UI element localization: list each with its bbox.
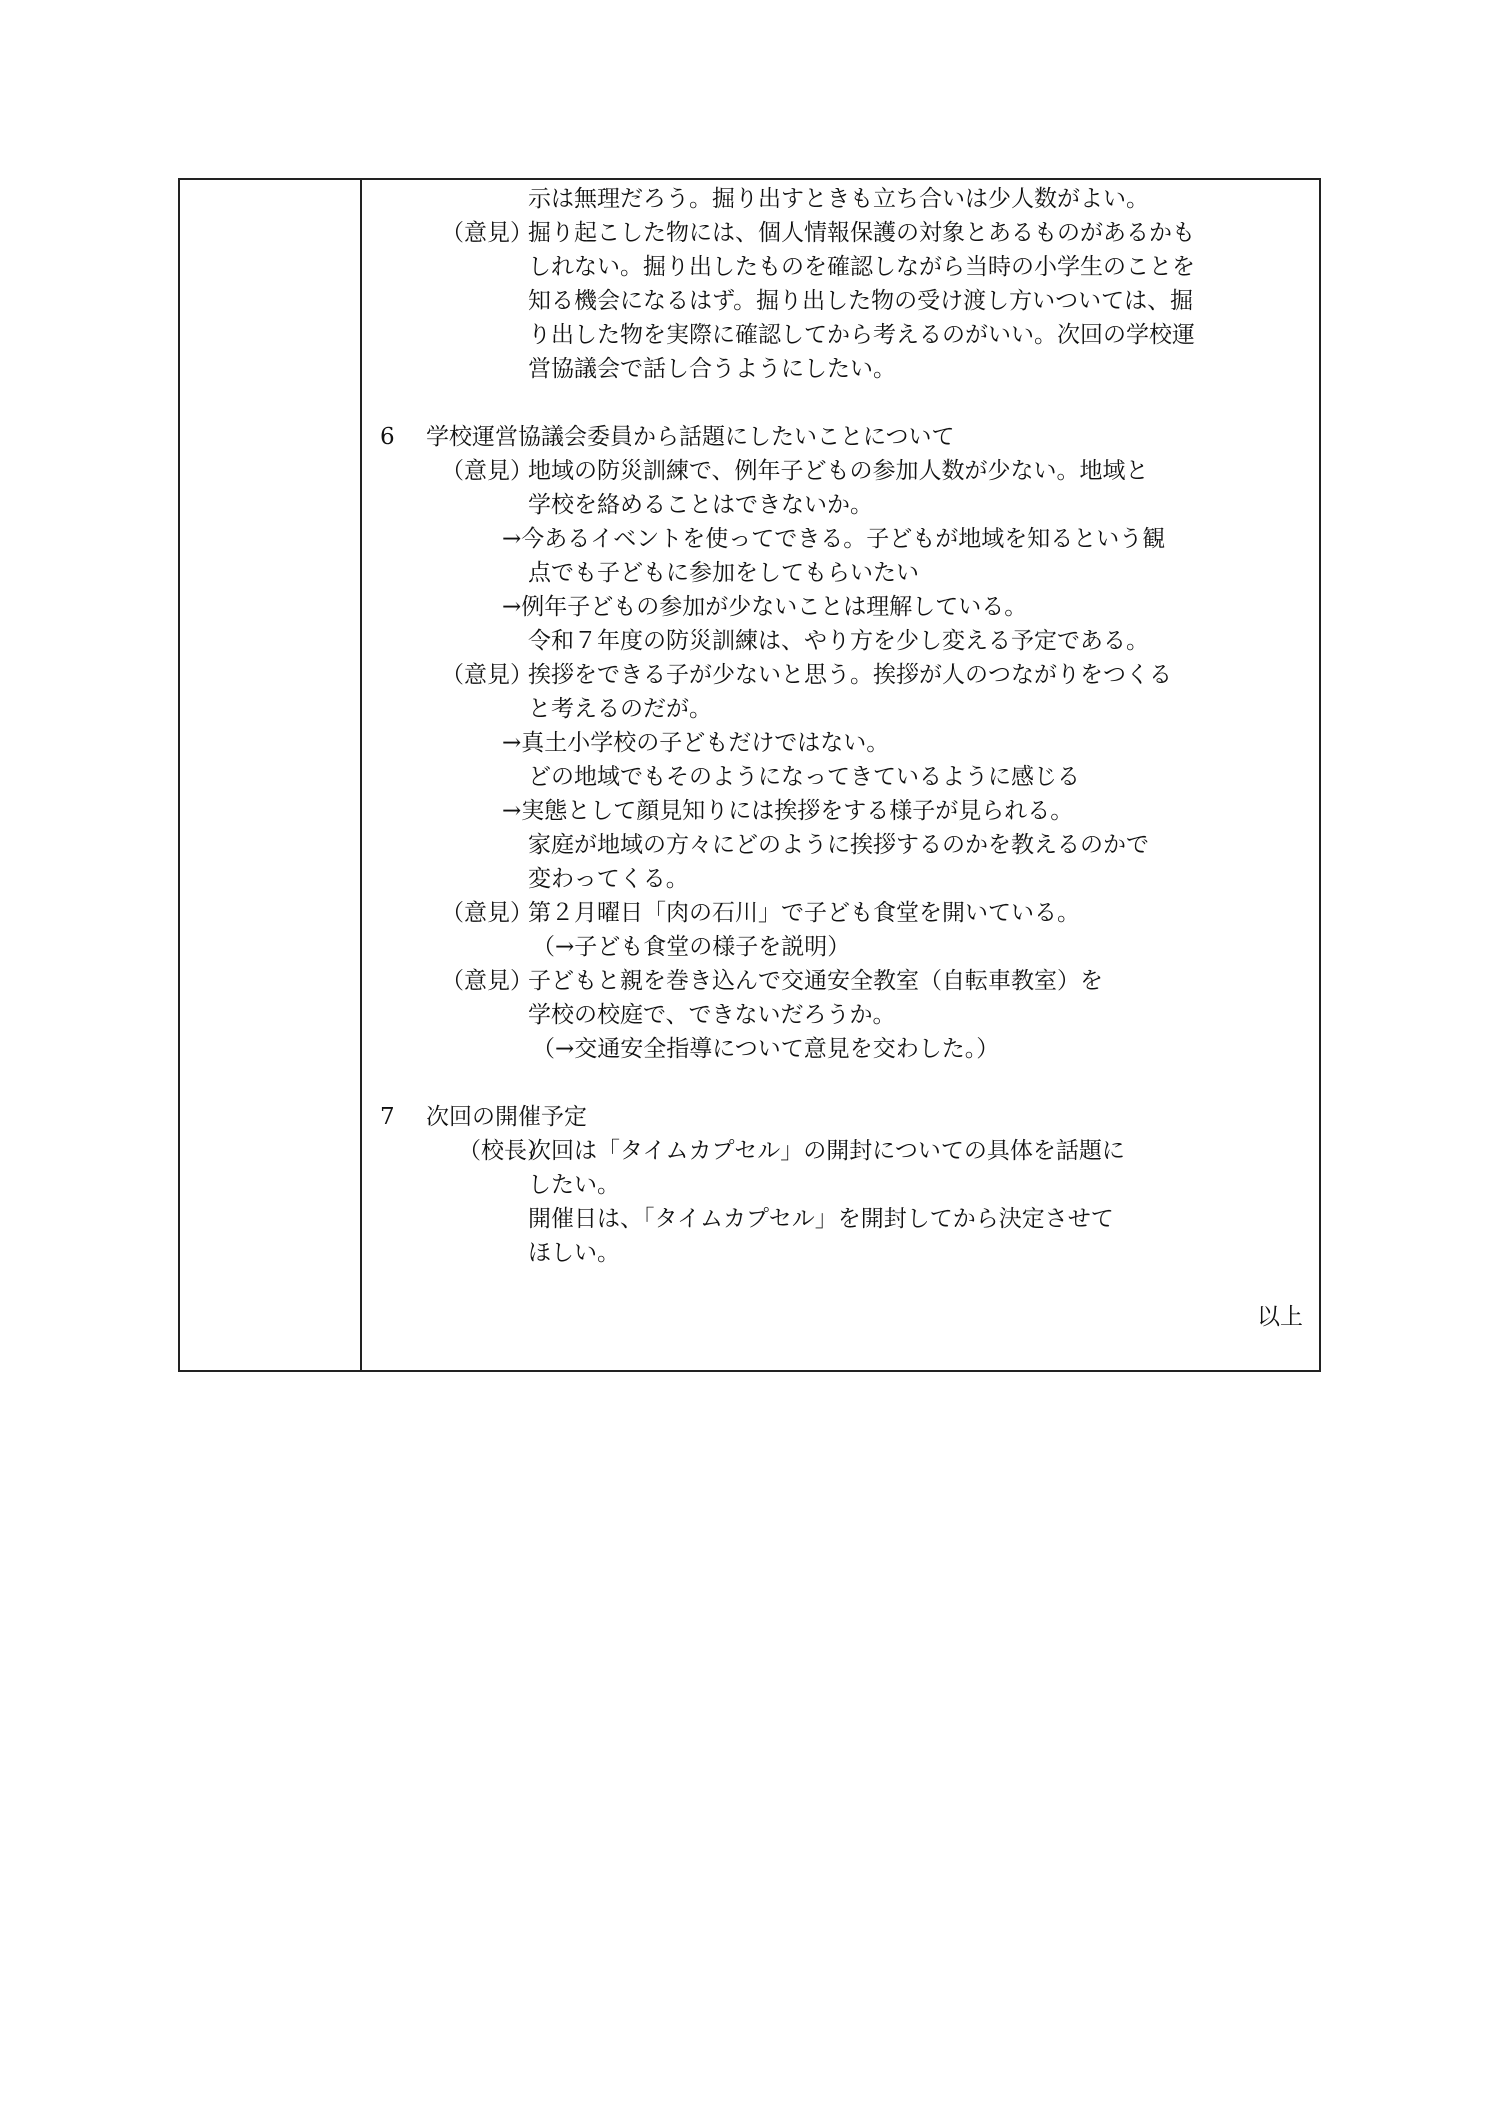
- text-line: どの地域でもそのようになってきているように感じる: [528, 764, 1080, 790]
- section-heading-7: [380, 1100, 587, 1134]
- text-line: （→交通安全指導について意見を交わした。）: [532, 1036, 1000, 1062]
- speaker-label: （意見）: [441, 900, 533, 926]
- response-line: →真土小学校の子どもだけではない。: [502, 730, 890, 756]
- text-line: 次回は「タイムカプセル」の開封についての具体を話題に: [528, 1138, 1125, 1164]
- text-line: しれない。掘り出したものを確認しながら当時の小学生のことを: [528, 254, 1195, 280]
- response-line: →実態として顔見知りには挨拶をする様子が見られる。: [502, 798, 1074, 824]
- section-title: 学校運営協議会委員から話題にしたいことについて: [426, 424, 955, 450]
- text-line: り出した物を実際に確認してから考えるのがいい。次回の学校運: [528, 322, 1195, 348]
- text-line: 学校の校庭で、できないだろうか。: [528, 1002, 896, 1028]
- closing-mark: 以上: [1257, 1304, 1303, 1330]
- text-line: と考えるのだが。: [528, 696, 712, 722]
- text-line: 開催日は、「タイムカプセル」を開封してから決定させて: [528, 1206, 1114, 1232]
- section-title: 次回の開催予定: [426, 1104, 587, 1130]
- text-line: 営協議会で話し合うようにしたい。: [528, 356, 896, 382]
- response-line: →例年子どもの参加が少ないことは理解している。: [502, 594, 1028, 620]
- response-line: →今あるイベントを使ってできる。子どもが地域を知るという観: [502, 526, 1166, 552]
- text-line: 知る機会になるはず。掘り出した物の受け渡し方いついては、掘: [528, 288, 1194, 314]
- section-number: 6: [380, 424, 395, 450]
- text-line: 家庭が地域の方々にどのように挨拶するのかを教えるのかで: [528, 832, 1149, 858]
- speaker-label: （意見）: [441, 968, 533, 994]
- text-line: ほしい。: [528, 1240, 620, 1266]
- text-line: 学校を絡めることはできないか。: [528, 492, 873, 518]
- text-line: 地域の防災訓練で、例年子どもの参加人数が少ない。地域と: [528, 458, 1149, 484]
- text-line: 第２月曜日「肉の石川」で子ども食堂を開いている。: [528, 900, 1080, 926]
- text-line: （→子ども食堂の様子を説明）: [532, 934, 851, 960]
- section-heading-6: [380, 420, 955, 454]
- text-line: したい。: [528, 1172, 620, 1198]
- text-line: 令和７年度の防災訓練は、やり方を少し変える予定である。: [528, 628, 1149, 654]
- text-line: 点でも子どもに参加をしてもらいたい: [528, 560, 919, 586]
- text-line: 示は無理だろう。掘り出すときも立ち合いは少人数がよい。: [528, 186, 1149, 212]
- section-number: 7: [380, 1104, 395, 1130]
- text-line: 掘り起こした物には、個人情報保護の対象とあるものがあるかも: [528, 220, 1195, 246]
- text-line: 子どもと親を巻き込んで交通安全教室（自転車教室）を: [528, 968, 1103, 994]
- text-line: 挨拶をできる子が少ないと思う。挨拶が人のつながりをつくる: [528, 662, 1172, 688]
- speaker-label: （意見）: [441, 220, 533, 246]
- text-line: 変わってくる。: [528, 866, 689, 892]
- speaker-label: （意見）: [441, 458, 533, 484]
- speaker-label: （校長）: [458, 1138, 550, 1164]
- speaker-label: （意見）: [441, 662, 533, 688]
- column-divider: [360, 180, 362, 1370]
